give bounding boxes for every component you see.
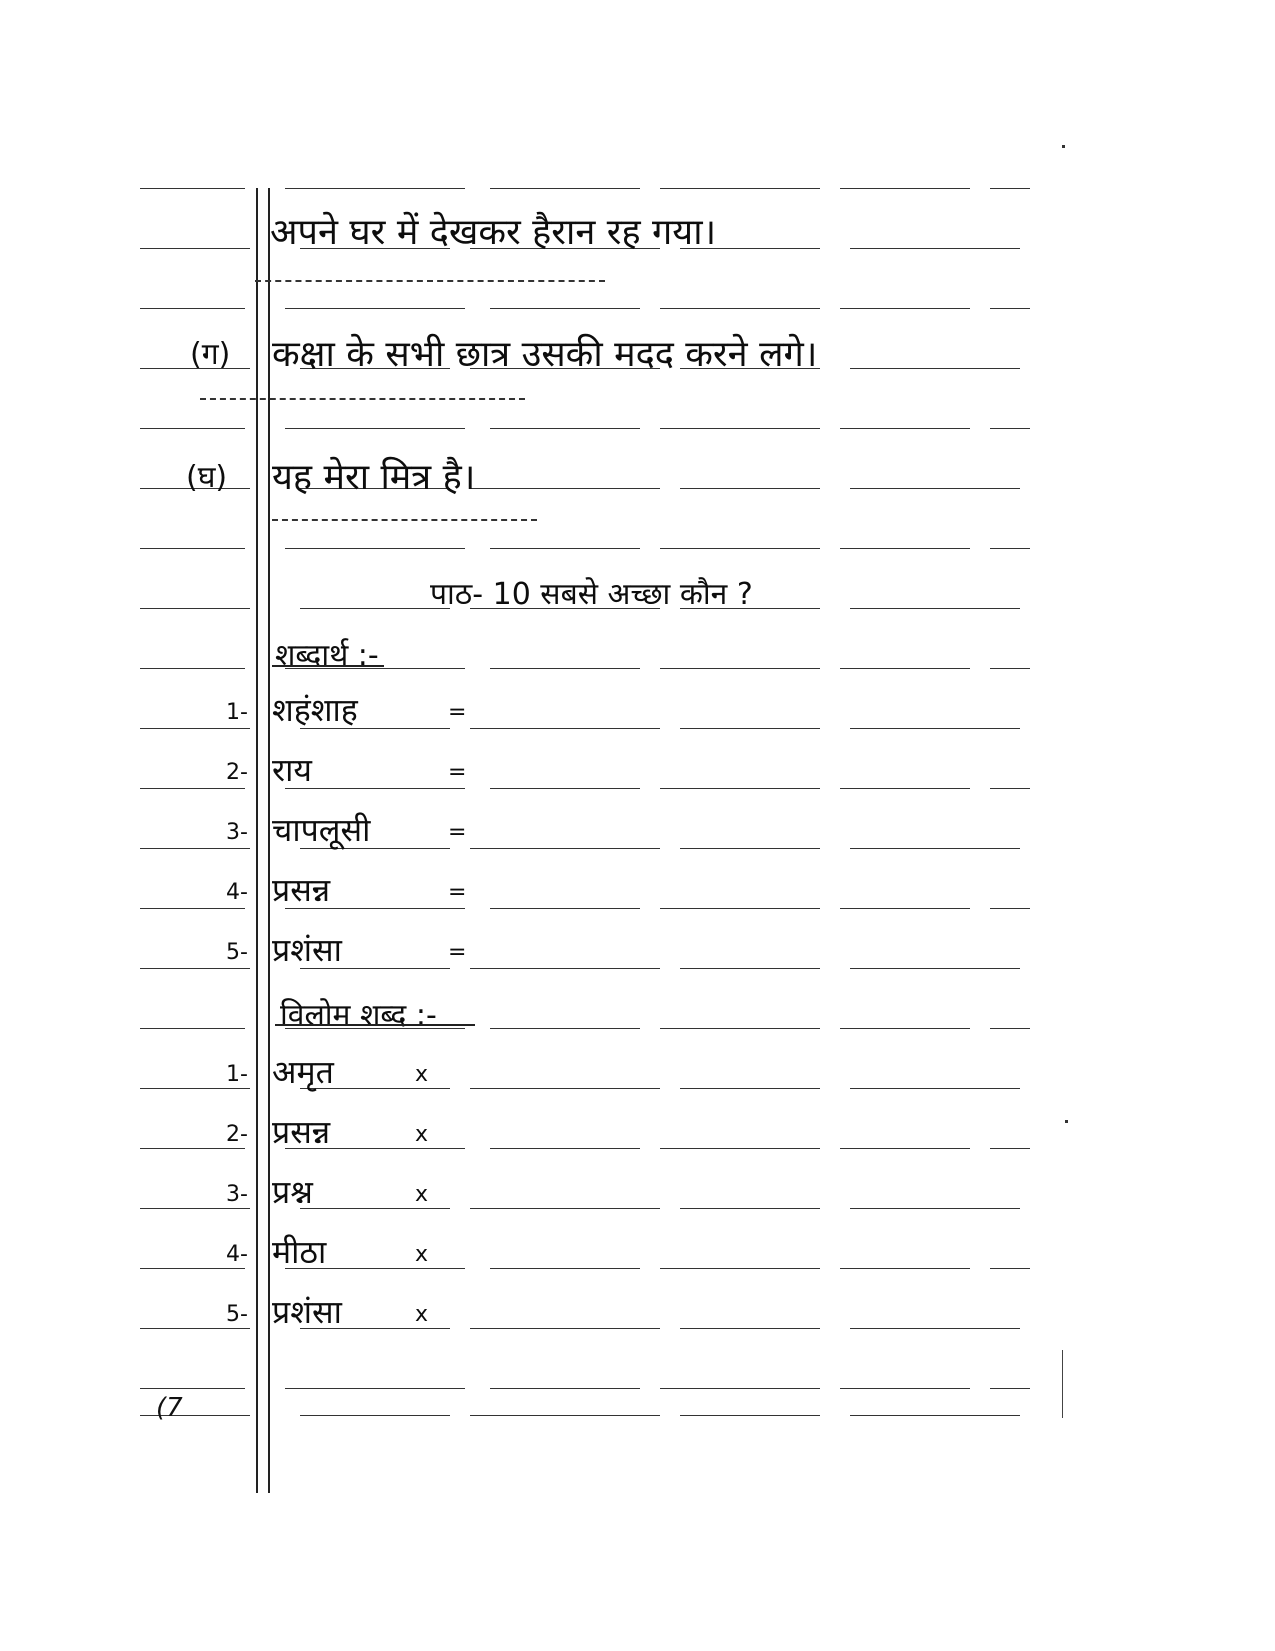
ruled-line-segment	[680, 1088, 820, 1089]
ruled-line-segment	[490, 548, 640, 549]
ruled-line-segment	[850, 248, 1020, 249]
ruled-line-segment	[140, 1268, 245, 1269]
ruled-line-segment	[140, 1148, 245, 1149]
antonym-word: प्रश्न	[272, 1173, 313, 1211]
word-meaning-number: 2-	[226, 760, 248, 785]
ruled-line-segment	[470, 728, 660, 729]
ruled-line-segment	[660, 1028, 820, 1029]
ruled-line-segment	[470, 1328, 660, 1329]
ruled-line-segment	[140, 428, 245, 429]
ruled-line-segment	[850, 608, 1020, 609]
ruled-line-segment	[990, 788, 1030, 789]
ruled-line-segment	[285, 308, 465, 309]
ruled-line-segment	[850, 1328, 1020, 1329]
ruled-line-segment	[470, 968, 660, 969]
ruled-line-segment	[680, 488, 820, 489]
ruled-line-segment	[850, 1088, 1020, 1089]
answer-blank-3	[272, 519, 537, 521]
margin-line-left	[256, 188, 258, 1493]
ruled-line-segment	[680, 1208, 820, 1209]
ruled-line-segment	[840, 188, 970, 189]
antonyms-heading-underline	[275, 1024, 475, 1026]
ruled-line-segment	[840, 1028, 970, 1029]
antonym-symbol: x	[415, 1302, 429, 1327]
ruled-line-segment	[660, 188, 820, 189]
antonym-symbol: x	[415, 1062, 429, 1087]
ruled-line-segment	[990, 668, 1030, 669]
ruled-line-segment	[490, 308, 640, 309]
ruled-line-segment	[990, 1388, 1030, 1389]
ruled-line-segment	[840, 908, 970, 909]
right-edge-mark	[1062, 1350, 1063, 1418]
sentence-2-text: कक्षा के सभी छात्र उसकी मदद करने लगे।	[272, 334, 818, 375]
ruled-line-segment	[470, 1208, 660, 1209]
ruled-line-segment	[660, 308, 820, 309]
ruled-line-segment	[990, 908, 1030, 909]
ruled-line-segment	[840, 788, 970, 789]
ruled-line-segment	[490, 788, 640, 789]
sentence-1-text: अपने घर में देखकर हैरान रह गया।	[270, 212, 717, 253]
ruled-line-segment	[285, 188, 465, 189]
ruled-line-segment	[285, 788, 465, 789]
ruled-line-segment	[140, 248, 250, 249]
ruled-line-segment	[140, 1388, 245, 1389]
ruled-line-segment	[990, 188, 1030, 189]
ruled-line-segment	[470, 1088, 660, 1089]
ruled-line-segment	[850, 728, 1020, 729]
ruled-line-segment	[990, 1148, 1030, 1149]
antonym-symbol: x	[415, 1122, 429, 1147]
margin-line-right	[268, 188, 270, 1493]
ruled-line-segment	[490, 668, 640, 669]
ruled-line-segment	[990, 548, 1030, 549]
ruled-line-segment	[850, 488, 1020, 489]
word-meaning-number: 1-	[226, 700, 248, 725]
word-meaning-word: प्रसन्न	[272, 871, 331, 909]
ruled-line-segment	[470, 1415, 660, 1416]
antonym-symbol: x	[415, 1182, 429, 1207]
ruled-line-segment	[300, 1208, 450, 1209]
ruled-line-segment	[840, 548, 970, 549]
ruled-line-segment	[850, 848, 1020, 849]
ruled-line-segment	[140, 548, 245, 549]
ruled-line-segment	[660, 788, 820, 789]
antonym-number: 4-	[226, 1242, 248, 1267]
ruled-line-segment	[490, 428, 640, 429]
ruled-line-segment	[140, 308, 245, 309]
ruled-line-segment	[285, 1388, 465, 1389]
ruled-line-segment	[660, 428, 820, 429]
ruled-line-segment	[490, 1268, 640, 1269]
ruled-line-segment	[680, 848, 820, 849]
ruled-line-segment	[850, 368, 1020, 369]
ruled-line-segment	[840, 668, 970, 669]
ruled-line-segment	[300, 608, 450, 609]
sentence-3-label: (घ)	[186, 460, 228, 495]
ruled-line-segment	[140, 1028, 245, 1029]
ruled-line-segment	[490, 1028, 640, 1029]
ruled-line-segment	[140, 668, 245, 669]
ruled-line-segment	[470, 848, 660, 849]
ruled-line-segment	[140, 1208, 250, 1209]
ruled-line-segment	[490, 1148, 640, 1149]
ruled-line-segment	[660, 908, 820, 909]
ruled-line-segment	[850, 1208, 1020, 1209]
ruled-line-segment	[490, 1388, 640, 1389]
antonym-word: प्रशंसा	[272, 1293, 342, 1331]
ruled-line-segment	[840, 1388, 970, 1389]
ruled-line-segment	[490, 188, 640, 189]
ruled-line-segment	[140, 1088, 250, 1089]
word-meaning-number: 5-	[226, 940, 248, 965]
antonym-word: प्रसन्न	[272, 1113, 331, 1151]
word-meaning-number: 4-	[226, 880, 248, 905]
word-meaning-word: चापलूसी	[272, 811, 371, 849]
ruled-line-segment	[140, 728, 250, 729]
ruled-line-segment	[840, 1268, 970, 1269]
ruled-line-segment	[660, 1268, 820, 1269]
page-number-mark: (7	[156, 1393, 183, 1423]
ruled-line-segment	[840, 308, 970, 309]
scan-speck	[1065, 1120, 1068, 1123]
ruled-line-segment	[660, 668, 820, 669]
ruled-line-segment	[990, 1268, 1030, 1269]
ruled-line-segment	[490, 908, 640, 909]
word-meaning-symbol: =	[448, 760, 467, 785]
ruled-line-segment	[140, 788, 245, 789]
ruled-line-segment	[990, 1028, 1030, 1029]
ruled-line-segment	[140, 1328, 250, 1329]
antonym-symbol: x	[415, 1242, 429, 1267]
antonym-number: 2-	[226, 1122, 248, 1147]
ruled-line-segment	[300, 1415, 450, 1416]
ruled-line-segment	[680, 1415, 820, 1416]
ruled-line-segment	[660, 1388, 820, 1389]
ruled-line-segment	[140, 608, 250, 609]
ruled-line-segment	[285, 428, 465, 429]
ruled-line-segment	[470, 488, 660, 489]
ruled-line-segment	[680, 968, 820, 969]
word-meaning-symbol: =	[448, 880, 467, 905]
ruled-line-segment	[990, 428, 1030, 429]
ruled-line-segment	[850, 968, 1020, 969]
ruled-line-segment	[140, 908, 245, 909]
word-meaning-symbol: =	[448, 940, 467, 965]
ruled-line-segment	[680, 728, 820, 729]
sentence-3-text: यह मेरा मित्र है।	[272, 457, 476, 498]
antonym-number: 1-	[226, 1062, 248, 1087]
ruled-line-segment	[285, 548, 465, 549]
word-meaning-word: राय	[272, 751, 312, 789]
word-meaning-number: 3-	[226, 820, 248, 845]
antonym-word: मीठा	[272, 1233, 327, 1271]
word-meaning-word: शहंशाह	[272, 691, 358, 729]
antonyms-heading: विलोम शब्द :-	[280, 998, 437, 1033]
word-meaning-word: प्रशंसा	[272, 931, 342, 969]
answer-blank-2	[200, 398, 525, 400]
antonym-word: अमृत	[272, 1053, 334, 1091]
ruled-line-segment	[140, 188, 245, 189]
lesson-title: पाठ- 10 सबसे अच्छा कौन ?	[430, 577, 753, 612]
ruled-line-segment	[990, 308, 1030, 309]
sentence-2-label: (ग)	[190, 337, 231, 372]
ruled-line-segment	[840, 1148, 970, 1149]
ruled-line-segment	[140, 848, 250, 849]
antonym-number: 3-	[226, 1182, 248, 1207]
ruled-line-segment	[840, 428, 970, 429]
answer-blank-1	[255, 280, 605, 282]
scan-speck	[1062, 145, 1065, 148]
word-meanings-heading-underline	[272, 665, 384, 667]
word-meanings-heading: शब्दार्थ :-	[275, 638, 379, 673]
ruled-line-segment	[660, 1148, 820, 1149]
antonym-number: 5-	[226, 1302, 248, 1327]
ruled-line-segment	[660, 548, 820, 549]
word-meaning-symbol: =	[448, 700, 467, 725]
ruled-line-segment	[850, 1415, 1020, 1416]
word-meaning-symbol: =	[448, 820, 467, 845]
ruled-line-segment	[140, 968, 250, 969]
ruled-line-segment	[680, 1328, 820, 1329]
